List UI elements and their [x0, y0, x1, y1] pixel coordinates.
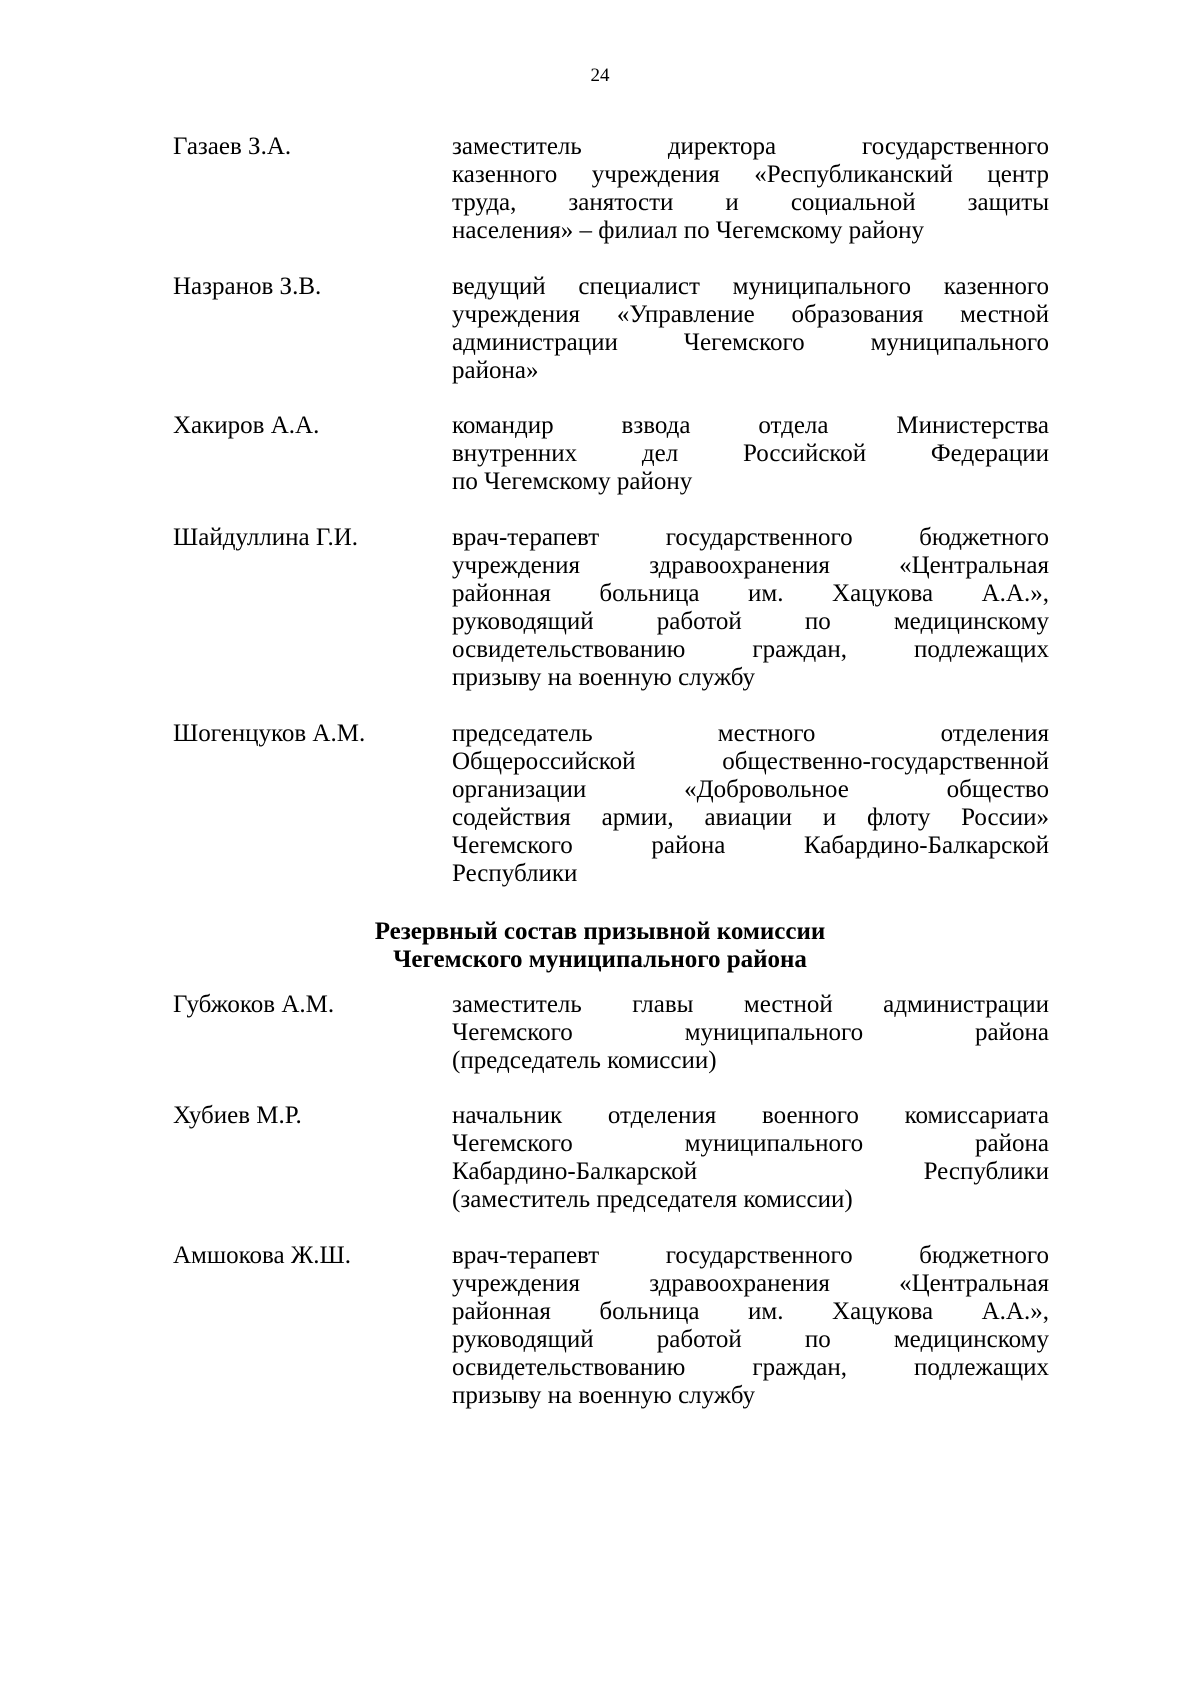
position-line: районная больница им. Хацукова А.А.», [452, 1298, 1049, 1325]
member-entry [0, 412, 1200, 496]
member-position [452, 133, 1049, 245]
position-line: содействия армии, авиации и флоту России» [452, 804, 1049, 831]
position-line: района» [452, 357, 539, 384]
position-line: труда, занятости и социальной защиты [452, 189, 1049, 216]
position-line: учреждения здравоохранения «Центральная [452, 552, 1049, 579]
member-position [452, 1242, 1049, 1410]
position-line: врач-терапевт государственного бюджетного [452, 1242, 1049, 1269]
member-position [452, 720, 1049, 888]
position-line: председатель местного отделения [452, 720, 1049, 747]
position-line: казенного учреждения «Республиканский центр [452, 161, 1049, 188]
position-line: учреждения здравоохранения «Центральная [452, 1270, 1049, 1297]
position-line: руководящий работой по медицинскому [452, 608, 1049, 635]
position-line: Республики [452, 860, 578, 887]
member-name: Хубиев М.Р. [173, 1102, 302, 1129]
position-line: Чегемского муниципального района [452, 1019, 1049, 1046]
position-line: (заместитель председателя комиссии) [452, 1186, 853, 1213]
member-name: Назранов З.В. [173, 273, 322, 300]
reserve-heading-line-2: Чегемского муниципального района [393, 946, 807, 973]
member-entry [0, 273, 1200, 385]
member-name: Амшокова Ж.Ш. [173, 1242, 351, 1269]
main-members-list [0, 133, 1200, 888]
member-position [452, 1102, 1049, 1214]
member-position [452, 273, 1049, 385]
position-line: командир взвода отдела Министерства [452, 412, 1049, 439]
member-position [452, 991, 1049, 1075]
position-line: администрации Чегемского муниципального [452, 329, 1049, 356]
position-line: начальник отделения военного комиссариата [452, 1102, 1049, 1129]
position-line: руководящий работой по медицинскому [452, 1326, 1049, 1353]
position-line: районная больница им. Хацукова А.А.», [452, 580, 1049, 607]
member-entry [0, 720, 1200, 888]
position-line: внутренних дел Российской Федерации [452, 440, 1049, 467]
member-entry [0, 133, 1200, 245]
position-line: призыву на военную службу [452, 1382, 756, 1409]
position-line: Чегемского района Кабардино-Балкарской [452, 832, 1049, 859]
position-line: Кабардино-Балкарской Республики [452, 1158, 1049, 1185]
position-line: ведущий специалист муниципального казенного [452, 273, 1049, 300]
position-line: населения» – филиал по Чегемскому району [452, 217, 925, 244]
position-line: Чегемского муниципального района [452, 1130, 1049, 1157]
member-entry [0, 524, 1200, 692]
member-name: Хакиров А.А. [173, 412, 320, 439]
member-entry [0, 1102, 1200, 1214]
position-line: Общероссийской общественно-государственной [452, 748, 1049, 775]
member-name: Шайдуллина Г.И. [173, 524, 359, 551]
member-name: Шогенцуков А.М. [173, 720, 366, 747]
position-line: освидетельствованию граждан, подлежащих [452, 636, 1049, 663]
member-position [452, 412, 1049, 496]
position-line: учреждения «Управление образования местной [452, 301, 1049, 328]
reserve-section-heading [0, 918, 1200, 974]
position-line: освидетельствованию граждан, подлежащих [452, 1354, 1049, 1381]
page-number: 24 [590, 65, 610, 86]
member-position [452, 524, 1049, 692]
member-entry [0, 1242, 1200, 1410]
position-line: заместитель главы местной администрации [452, 991, 1049, 1018]
position-line: (председатель комиссии) [452, 1047, 717, 1074]
member-name: Газаев З.А. [173, 133, 292, 160]
reserve-members-list [0, 991, 1200, 1410]
reserve-heading-line-1: Резервный состав призывной комиссии [374, 918, 826, 945]
position-line: призыву на военную службу [452, 664, 756, 691]
position-line: организации «Добровольное общество [452, 776, 1049, 803]
position-line: заместитель директора государственного [452, 133, 1049, 160]
member-name: Губжоков А.М. [173, 991, 335, 1018]
position-line: врач-терапевт государственного бюджетного [452, 524, 1049, 551]
member-entry [0, 991, 1200, 1075]
position-line: по Чегемскому району [452, 468, 693, 495]
